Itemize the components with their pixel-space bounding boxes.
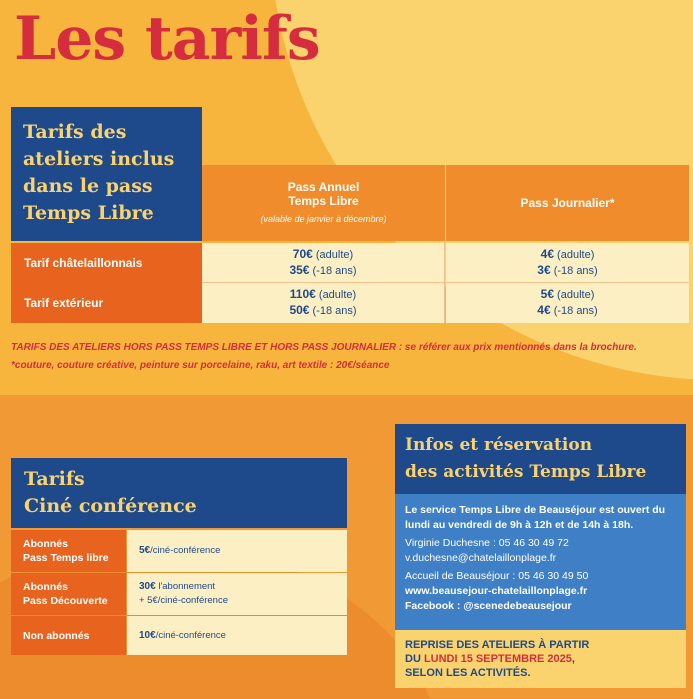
contact-name: Virginie Duchesne : 05 46 30 49 72 [405, 537, 569, 549]
price: 70€ [292, 246, 313, 261]
row-label-non-abonnes: Non abonnés [11, 616, 126, 655]
info-heading-box [395, 424, 686, 494]
row-label-chatelaillonnais: Tarif châtelaillonnais [11, 243, 202, 283]
row-label-abonnes-decouverte: Abonnés Pass Découverte [11, 573, 126, 615]
price-note: (adulte) [315, 289, 357, 301]
info-heading: Infos et réservation des activités Temps Libre [405, 435, 647, 482]
cell-chatelaillonnais-annuel [202, 243, 445, 283]
info-body [395, 494, 686, 630]
price-note: /ciné-conférence [150, 545, 221, 556]
price: 3€ [537, 262, 551, 277]
col-pass-annuel-line1: Pass Annuel [287, 180, 360, 194]
price-note: (-18 ans) [550, 305, 598, 317]
table2-heading: Tarifs Ciné conférence [24, 468, 197, 517]
price-note: (-18 ans) [309, 264, 357, 277]
col-pass-annuel-sub: (valable de janvier à décembre) [260, 214, 387, 224]
info-intro: Le service Temps Libre de Beauséjour est ouvert du lundi au vendredi de 9h à 12h et de 14h à 18h. [405, 504, 666, 531]
price: 35€ [289, 262, 310, 277]
price: 10€ [139, 629, 156, 641]
price: 4€ [537, 303, 551, 317]
price-note: (-18 ans) [550, 264, 598, 277]
row-label-exterieur: Tarif extérieur [11, 283, 202, 323]
cell-exterieur-journalier [446, 283, 689, 323]
price-note: (adulte) [312, 248, 354, 261]
page-title: Les tarifs [14, 4, 320, 74]
col-pass-annuel-line2: Temps Libre [288, 194, 359, 208]
cell-non-abonnes [127, 616, 347, 655]
info-contact [405, 536, 676, 566]
note-ateliers-seance: *couture, couture créative, peinture sur porcelaine, raku, art textile : 20€/séance [11, 360, 390, 371]
table1-col-pass-annuel [202, 165, 445, 241]
reprise-line3: SELON LES ACTIVITÉS. [405, 667, 531, 679]
cell-exterieur-annuel [202, 283, 445, 323]
price: 50€ [289, 303, 310, 317]
reprise-du: DU [405, 653, 424, 665]
price: 4€ [540, 246, 554, 261]
facebook-link[interactable]: Facebook : @scenedebeausejour [405, 600, 572, 612]
price-note: (-18 ans) [309, 305, 357, 317]
reprise-date: LUNDI 15 SEPTEMBRE 2025 [423, 653, 572, 665]
table1-col-pass-journalier [446, 165, 689, 241]
row-label-abonnes-temps-libre: Abonnés Pass Temps libre [11, 530, 126, 572]
table1-heading-box [11, 107, 202, 241]
price-note: l'abonnement + 5€/ciné-conférence [139, 581, 228, 606]
accueil-phone: Accueil de Beauséjour : 05 46 30 49 50 [405, 570, 589, 582]
reprise-line2 [405, 652, 676, 666]
cell-chatelaillonnais-journalier [446, 243, 689, 283]
website-link[interactable]: www.beausejour-chatelaillonplage.fr [405, 585, 588, 597]
price: 5€ [540, 287, 554, 301]
table1-heading: Tarifs des ateliers inclus dans le pass Temps Libre [23, 121, 175, 224]
table2-heading-box [11, 458, 347, 528]
col-pass-journalier-label: Pass Journalier* [520, 196, 615, 210]
price-note: /ciné-conférence [155, 629, 226, 641]
info-accueil [405, 569, 676, 614]
reprise-line1: REPRISE DES ATELIERS À PARTIR [405, 639, 590, 651]
contact-email-link[interactable]: v.duchesne@chatelaillonplage.fr [405, 552, 557, 564]
price-note: (adulte) [554, 248, 595, 261]
reprise-banner [395, 630, 686, 688]
price: 110€ [289, 287, 316, 301]
price: 5€ [139, 545, 151, 556]
price: 30€ [139, 581, 156, 592]
price-note: (adulte) [554, 289, 595, 301]
cell-abonnes-temps-libre [127, 530, 347, 572]
note-hors-pass: TARIFS DES ATELIERS HORS PASS TEMPS LIBRE ET HORS PASS JOURNALIER : se référer aux prix mentionnés dans la brochure. [11, 342, 637, 353]
cell-abonnes-decouverte [127, 573, 347, 615]
reprise-comma: , [571, 653, 575, 665]
